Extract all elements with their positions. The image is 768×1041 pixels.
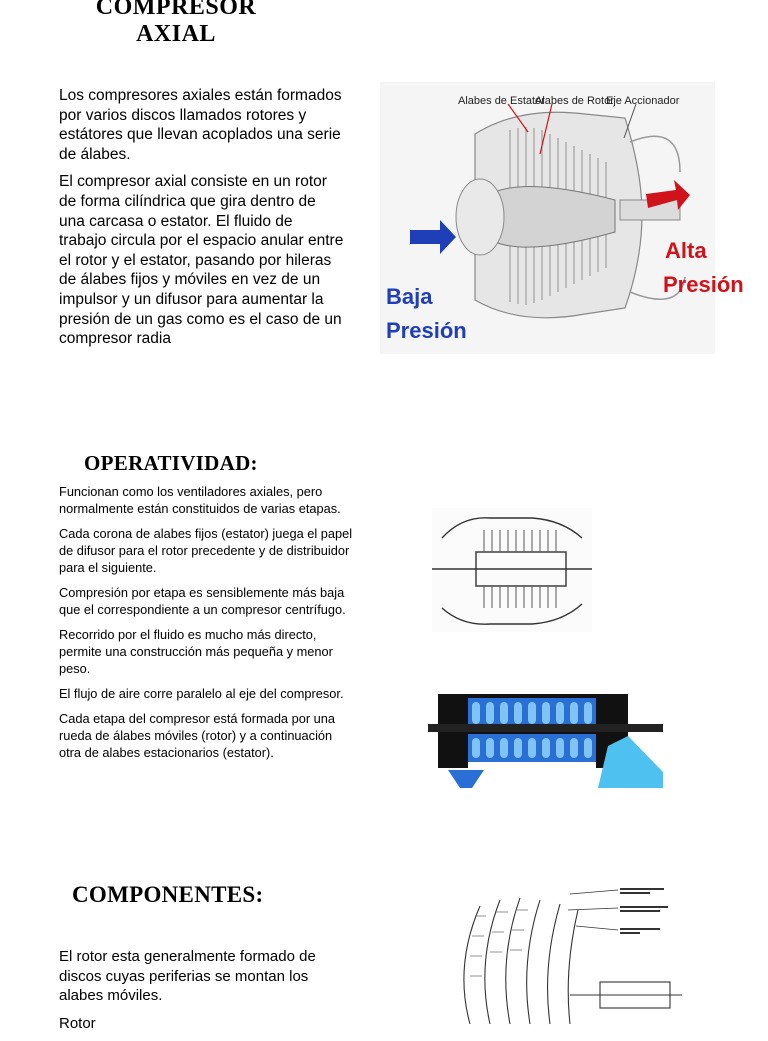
label-low-pressure-2: Presión: [386, 318, 467, 343]
operatividad-text: [59, 483, 354, 769]
section-heading-componentes: COMPONENTES:: [72, 882, 264, 907]
componentes-paragraph-1: El rotor esta generalmente formado de discos cuyas periferias se montan los alabes móviles.: [59, 948, 316, 1005]
operatividad-item: Recorrido por el fluido es mucho más directo, permite una construcción más pequeña y menor peso.: [59, 627, 333, 676]
label-drive-shaft: Eje Accionador: [606, 95, 680, 107]
label-high-pressure-2: Presión: [663, 272, 744, 297]
section-heading-operatividad: OPERATIVIDAD:: [84, 451, 258, 475]
intro-paragraph-1: Los compresores axiales están formados por varios discos llamados rotores y estátores que llevan acoplados una serie de álabes.: [59, 87, 342, 163]
label-stator-blades: Alabes de Estator: [458, 95, 545, 107]
compressor-airflow-figure: [428, 676, 663, 792]
axial-compressor-cutaway-figure: [380, 82, 744, 354]
title-line-2: AXIAL: [136, 21, 216, 47]
title-line-1: COMPRESOR: [95, 0, 257, 20]
label-high-pressure-1: Alta: [665, 238, 707, 263]
operatividad-item: Compresión por etapa es sensiblemente más baja que el correspondiente a un compresor centrífugo.: [59, 585, 346, 617]
operatividad-item: Funcionan como los ventiladores axiales, pero normalmente están constituidos de varias etapas.: [59, 484, 341, 516]
componentes-text: [59, 947, 334, 1041]
page-title: [76, 0, 276, 48]
label-low-pressure-1: Baja: [386, 284, 433, 309]
intro-paragraph-2: El compresor axial consiste en un rotor de forma cilíndrica que gira dentro de una carcasa o estator. El fluido de trabajo circula por el espacio anular entre el rotor y el estator, pasando por hileras de álabes fijos y móviles en vez de un impulsor y un difusor para aumentar la presión de un gas como es el caso de un compresor radia: [59, 173, 344, 348]
label-rotor-blades: Alabes de Rotor: [535, 95, 614, 107]
intro-text: [59, 86, 344, 357]
operatividad-item: Cada etapa del compresor está formada por una rueda de álabes móviles (rotor) y a continuación otra de alabes estacionarios (estator).: [59, 711, 336, 760]
compressor-schematic-figure: [432, 508, 592, 632]
componentes-paragraph-2: Rotor: [59, 1014, 96, 1032]
rotor-drawing-figure: [450, 886, 690, 1024]
operatividad-item: Cada corona de alabes fijos (estator) juega el papel de difusor para el rotor precedente y de distribuidor para el siguiente.: [59, 526, 353, 575]
operatividad-item: El flujo de aire corre paralelo al eje del compresor.: [59, 686, 344, 701]
